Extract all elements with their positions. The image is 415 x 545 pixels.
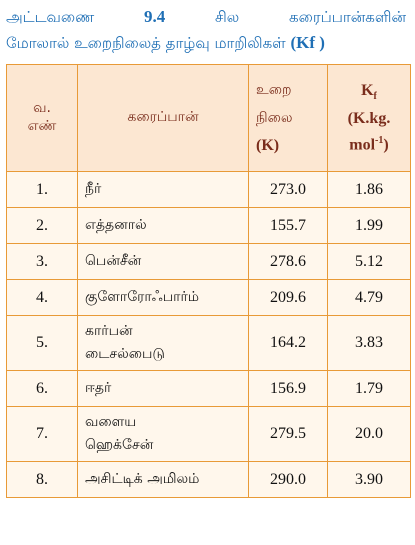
serial-number-cell: 6.: [7, 371, 78, 407]
solvent-name-line: கார்பன்: [85, 323, 133, 339]
freezing-point-cell: 155.7: [249, 208, 328, 244]
header-kf: [328, 65, 411, 172]
serial-number-cell: 2.: [7, 208, 78, 244]
caption-number: 9.4: [143, 7, 166, 26]
solvent-name-line: பென்சீன்: [85, 253, 142, 269]
table-row: [7, 172, 411, 208]
kf-value-cell: 20.0: [328, 407, 411, 462]
caption-kf: (Kf ): [290, 33, 325, 52]
solvent-name-cell: [78, 280, 249, 316]
kf-value-cell: 3.83: [328, 316, 411, 371]
header-fp-line1: உறை: [256, 82, 292, 98]
kf-value-cell: 1.86: [328, 172, 411, 208]
solvent-name-line: எத்தனால்: [85, 217, 147, 233]
freezing-point-cell: 278.6: [249, 244, 328, 280]
solvent-name-cell: [78, 172, 249, 208]
caption-line2: மோலால் உறைநிலைத் தாழ்வு மாறிலிகள்: [6, 34, 286, 52]
table-row: [7, 462, 411, 498]
table-row: [7, 280, 411, 316]
header-fp-line2: நிலை: [256, 110, 293, 126]
kf-value-cell: 4.79: [328, 280, 411, 316]
serial-number-cell: 7.: [7, 407, 78, 462]
solvent-name-line: ஹெக்சேன்: [85, 437, 154, 453]
serial-number-cell: 3.: [7, 244, 78, 280]
solvent-name-cell: [78, 407, 249, 462]
solvent-name-cell: [78, 462, 249, 498]
table-row: [7, 244, 411, 280]
header-kf-unit1: (K.kg.: [347, 109, 391, 127]
solvent-name-cell: [78, 371, 249, 407]
kf-letter: K: [361, 81, 374, 99]
header-sno-line2: எண்: [27, 118, 57, 134]
solvent-name-cell: [78, 208, 249, 244]
header-row: [7, 65, 411, 172]
solvent-name-line: நீர்: [85, 181, 102, 197]
serial-number-cell: 5.: [7, 316, 78, 371]
kf-close: ): [383, 136, 389, 154]
caption-word-some: சில: [215, 8, 240, 26]
solvent-name-line: வளைய: [85, 414, 137, 430]
serial-number-cell: 8.: [7, 462, 78, 498]
freezing-point-cell: 290.0: [249, 462, 328, 498]
caption-prefix: அட்டவணை: [6, 8, 95, 26]
freezing-point-cell: 273.0: [249, 172, 328, 208]
header-serial-number: [7, 65, 78, 172]
solvent-name-line: டைசல்பைடு: [85, 346, 165, 362]
header-kf-unit2: [335, 130, 403, 156]
serial-number-cell: 1.: [7, 172, 78, 208]
table-row: [7, 208, 411, 244]
table-row: [7, 407, 411, 462]
solvent-name-cell: [78, 244, 249, 280]
table-row: [7, 371, 411, 407]
solvent-name-line: அசிட்டிக் அமிலம்: [85, 471, 200, 487]
header-kf-symbol: [335, 80, 403, 108]
table-row: [7, 316, 411, 371]
header-sno-line1: வ.: [33, 100, 51, 116]
serial-number-cell: 4.: [7, 280, 78, 316]
kf-value-cell: 5.12: [328, 244, 411, 280]
freezing-point-cell: 209.6: [249, 280, 328, 316]
kf-superscript: -1: [375, 134, 384, 146]
solvent-name-line: ஈதர்: [85, 380, 112, 396]
kf-subscript: f: [373, 90, 377, 102]
header-fp-unit: (K): [256, 137, 280, 154]
kf-mol: mol: [349, 136, 376, 154]
table-caption: [6, 4, 406, 56]
kf-value-cell: 1.99: [328, 208, 411, 244]
solvent-name-cell: [78, 316, 249, 371]
header-freezing-point: [249, 65, 328, 172]
cryoscopic-constants-table: [6, 64, 411, 498]
kf-value-cell: 1.79: [328, 371, 411, 407]
solvent-name-line: குளோரோஃபார்ம்: [85, 289, 200, 305]
freezing-point-cell: 279.5: [249, 407, 328, 462]
freezing-point-cell: 156.9: [249, 371, 328, 407]
freezing-point-cell: 164.2: [249, 316, 328, 371]
kf-value-cell: 3.90: [328, 462, 411, 498]
caption-word-solvents: கரைப்பான்களின்: [289, 8, 406, 26]
header-solvent: கரைப்பான்: [78, 65, 249, 172]
